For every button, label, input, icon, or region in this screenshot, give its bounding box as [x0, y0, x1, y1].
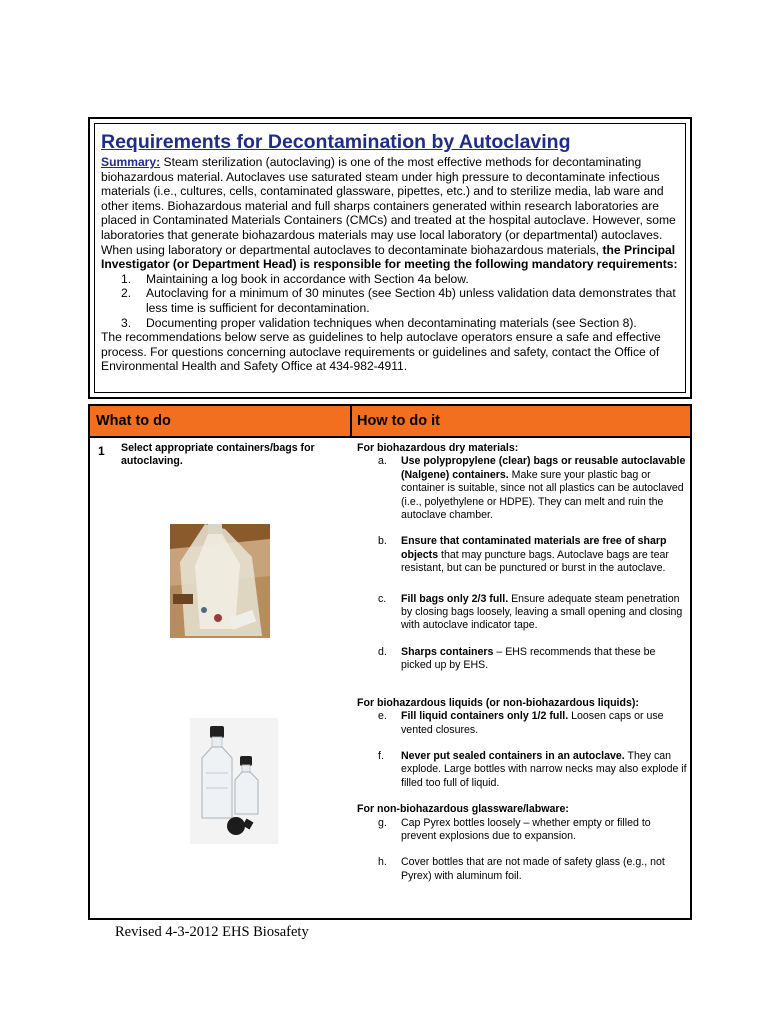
lab-bottles-photo — [190, 718, 278, 844]
instruction-item-f — [357, 750, 687, 790]
item-bold-text: Fill liquid containers only 1/2 full. — [401, 710, 569, 723]
table-header — [90, 406, 690, 438]
item-text: Loosen caps or use vented closures. — [401, 710, 664, 736]
item-letter: a. — [378, 455, 387, 468]
item-text: Cap Pyrex bottles loosely – whether empty or filled to prevent explosions due to expansion. — [401, 816, 651, 842]
item-letter: g. — [378, 816, 387, 829]
requirement-number: 3. — [121, 315, 132, 330]
column-divider — [350, 406, 352, 436]
item-text: that may puncture bags. Autoclave bags are tear resistant, but can be punctured or burst in the autoclave. — [401, 548, 669, 575]
instruction-item-b — [357, 535, 687, 575]
page-title: Requirements for Decontamination by Autoclaving — [101, 131, 571, 153]
summary-label: Summary: — [101, 155, 161, 169]
summary-text: Steam sterilization (autoclaving) is one of the most effective methods for decontaminating biohazardous material. Autoclaves use saturated steam under high pressure to decontaminate infectious materials (i.e., cultures, cells, contaminated glassware, pipettes, etc.) and to sterilize media, lab ware and other items. Biohazardous material and full sharps containers generated within research laboratories are placed in Contaminated Materials Containers (CMCs) and treated at the hospital autoclave. However, some laboratories that generate biohazardous materials may use local laboratory (or departmental) autoclaves. When using laboratory or departmental autoclaves to decontaminate biohazardous materials, — [101, 155, 676, 257]
step-number: 1 — [98, 444, 105, 458]
footer-revision: Revised 4-3-2012 EHS Biosafety — [115, 924, 309, 940]
instruction-item-a — [357, 455, 687, 522]
item-letter: f. — [378, 749, 384, 762]
item-bold-text: Fill bags only 2/3 full. — [401, 592, 509, 605]
requirement-item — [101, 286, 679, 315]
instruction-item-c — [357, 593, 687, 633]
item-text: – EHS recommends that these be picked up by EHS. — [401, 645, 656, 672]
step-text: Select appropriate containers/bags for autoclaving. — [121, 442, 315, 468]
item-bold-text: Never put sealed containers in an autoclave. — [401, 749, 625, 762]
instruction-item-d — [357, 646, 687, 673]
section-heading-liquids: For biohazardous liquids (or non-biohazardous liquids): — [357, 696, 639, 709]
summary-inner-frame — [94, 123, 686, 393]
item-bold-text: Use polypropylene (clear) bags or reusable autoclavable (Nalgene) containers. — [401, 455, 686, 481]
summary-bold-text: the Principal Investigator (or Department Head) is responsible for meeting the following mandatory requirements: — [101, 242, 678, 272]
instruction-item-h — [357, 856, 687, 883]
requirement-number: 2. — [121, 286, 132, 301]
header-what-to-do: What to do — [96, 413, 171, 429]
item-letter: h. — [378, 856, 387, 869]
requirement-text: Documenting proper validation techniques when decontaminating materials (see Section 8). — [146, 315, 637, 330]
item-letter: c. — [378, 592, 387, 605]
header-how-to-do-it: How to do it — [357, 413, 440, 429]
item-text: They can explode. Large bottles with narrow necks may also explode if filled too full of liquid. — [401, 749, 687, 789]
section-heading-glassware: For non-biohazardous glassware/labware: — [357, 803, 569, 816]
item-text: Make sure your plastic bag or container is suitable, since not all plastics can be autoclaved (i.e., polyethylene or HDPE). They can melt and ruin the autoclave chamber. — [401, 468, 684, 522]
requirement-item — [101, 272, 679, 287]
item-letter: d. — [378, 645, 387, 658]
item-bold-text: Sharps containers — [401, 645, 494, 658]
item-bold-text: Ensure that contaminated materials are free of sharp objects — [401, 535, 667, 561]
requirements-list — [101, 272, 679, 330]
requirement-text: Autoclaving for a minimum of 30 minutes (see Section 4b) unless validation data demonstrates that less time is sufficient for decontamination. — [146, 286, 676, 315]
summary-paragraph — [101, 155, 679, 272]
instruction-item-e — [357, 710, 687, 737]
section-heading-dry-materials: For biohazardous dry materials: — [357, 442, 519, 454]
item-text: Cover bottles that are not made of safety glass (e.g., not Pyrex) with aluminum foil. — [401, 856, 665, 882]
closing-paragraph: The recommendations below serve as guidelines to help autoclave operators ensure a safe and effective process. For questions concerning autoclave requirements or guidelines and safety, contact the Office of Environmental Health and Safety Office at 434-982-4911. — [101, 330, 661, 374]
requirement-item — [101, 316, 679, 331]
item-text: Ensure adequate steam penetration by closing bags loosely, leaving a small opening and closing with autoclave indicator tape. — [401, 592, 683, 632]
item-letter: b. — [378, 535, 387, 548]
instruction-item-g — [357, 817, 687, 844]
item-letter: e. — [378, 710, 387, 723]
summary-box — [88, 117, 692, 399]
requirement-number: 1. — [121, 271, 132, 286]
autoclave-bag-photo — [170, 524, 270, 638]
instructions-table — [88, 404, 692, 920]
requirement-text: Maintaining a log book in accordance with Section 4a below. — [146, 271, 469, 286]
how-to-column — [357, 442, 687, 883]
